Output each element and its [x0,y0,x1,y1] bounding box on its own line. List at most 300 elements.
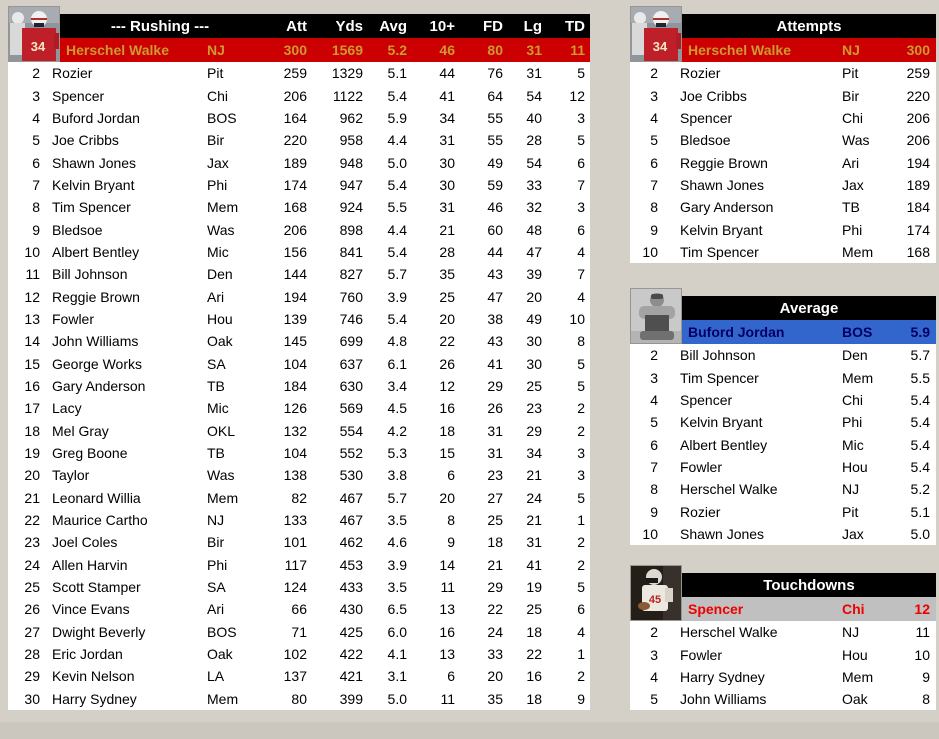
stat-td: 11 [570,42,585,58]
stat-fd: 29 [487,377,503,394]
svg-text:45: 45 [648,594,662,606]
stat-fd: 27 [487,489,503,506]
attempts-row[interactable] [630,107,936,129]
attempts-row[interactable] [630,196,936,218]
player-name: Fowler [680,646,723,663]
stat-att: 300 [283,42,307,58]
stat-avg: 5.4 [387,87,407,104]
rushing-row[interactable] [8,442,590,464]
rushing-row[interactable] [8,688,590,710]
touchdowns-title: Touchdowns [763,576,855,594]
stat-yds: 746 [339,310,363,327]
player-name: Dwight Beverly [52,623,146,640]
stat-10plus: 25 [439,288,455,305]
player-name: Rozier [680,65,721,82]
rank: 19 [24,445,40,462]
rank: 21 [24,489,40,506]
stat-10plus: 13 [439,601,455,618]
team-abbr: BOS [207,109,237,126]
average-row[interactable] [630,500,936,522]
stat-value: 12 [914,601,930,617]
rank: 7 [650,458,658,475]
team-abbr: Phi [207,176,228,193]
rank: 6 [650,154,658,171]
rank: 25 [24,579,40,596]
player-name: Shawn Jones [680,176,765,193]
team-abbr: Mic [207,400,229,417]
rushing-header [60,14,590,38]
stat-att: 184 [283,377,307,394]
rushing-row[interactable] [8,218,590,240]
touchdowns-rows [630,621,936,710]
rank: 6 [650,436,658,453]
stat-yds: 924 [339,199,363,216]
stat-yds: 1329 [331,65,363,82]
stat-td: 8 [577,333,585,350]
stat-value: 5.4 [910,414,930,431]
rushing-row[interactable] [8,576,590,598]
stat-yds: 462 [339,534,363,551]
rushing-row[interactable] [8,464,590,486]
stat-avg: 5.7 [387,489,407,506]
stat-lg: 33 [526,176,542,193]
column-header-td: TD [565,17,585,35]
touchdowns-leader-row[interactable] [682,597,936,621]
rushing-row[interactable] [8,196,590,218]
team-abbr: Phi [842,414,863,431]
rank: 30 [24,690,40,707]
attempts-row[interactable] [630,84,936,106]
rushing-row[interactable] [8,330,590,352]
player-name: Spencer [688,601,744,617]
rushing-leader-row[interactable] [60,38,590,62]
stat-yds: 1122 [332,87,363,104]
rank: 5 [32,132,40,149]
attempts-row[interactable] [630,241,936,263]
stat-yds: 399 [339,690,363,707]
rushing-row[interactable] [8,84,590,106]
stat-fd: 31 [487,422,503,439]
stat-avg: 6.5 [387,601,407,618]
rushing-row[interactable] [8,62,590,84]
touchdowns-row[interactable] [630,666,936,688]
stat-value: 5.7 [910,347,930,364]
stat-avg: 6.1 [387,355,407,372]
player-name: Bledsoe [52,221,103,238]
average-leaders-panel [630,288,936,545]
rank: 7 [650,176,658,193]
stat-avg: 4.4 [387,132,407,149]
stat-10plus: 12 [439,377,455,394]
average-leader-photo [630,288,682,344]
touchdowns-row[interactable] [630,621,936,643]
stat-lg: 41 [526,556,542,573]
stat-td: 9 [577,690,585,707]
column-header-fd: FD [483,17,503,35]
average-row[interactable] [630,523,936,545]
rushing-row[interactable] [8,285,590,307]
team-abbr: TB [207,377,225,394]
team-abbr: BOS [842,324,873,340]
stat-yds: 552 [339,445,363,462]
attempts-rows [630,62,936,263]
team-abbr: Chi [842,391,864,408]
stat-10plus: 14 [439,556,455,573]
rank: 9 [650,221,658,238]
stat-yds: 1569 [331,42,363,58]
touchdowns-row[interactable] [630,688,936,710]
average-row[interactable] [630,411,936,433]
rushing-row[interactable] [8,352,590,374]
stat-avg: 3.4 [387,377,407,394]
stat-10plus: 16 [439,400,455,417]
stat-value: 194 [906,154,930,171]
rushing-row[interactable] [8,420,590,442]
team-abbr: Bir [842,87,860,104]
rank: 23 [24,534,40,551]
stat-10plus: 11 [440,690,455,707]
stat-td: 2 [577,668,585,685]
rushing-row[interactable] [8,241,590,263]
stat-avg: 4.1 [387,646,407,663]
stat-att: 66 [291,601,307,618]
rushing-row[interactable] [8,129,590,151]
stat-value: 168 [906,243,930,260]
rushing-row[interactable] [8,107,590,129]
average-row[interactable] [630,366,936,388]
rushing-row[interactable] [8,531,590,553]
stat-td: 2 [577,422,585,439]
stat-10plus: 16 [439,623,455,640]
team-abbr: Mem [842,243,874,260]
stat-yds: 467 [339,489,363,506]
rushing-row[interactable] [8,554,590,576]
rank: 28 [24,646,40,663]
stat-avg: 5.3 [387,445,407,462]
player-name: Eric Jordan [52,646,123,663]
stat-avg: 4.4 [387,221,407,238]
rushing-row[interactable] [8,375,590,397]
rushing-row[interactable] [8,598,590,620]
team-abbr: Hou [842,646,868,663]
stat-value: 5.4 [910,391,930,408]
player-name: Tim Spencer [680,243,759,260]
stat-value: 11 [915,624,930,641]
player-name: Herschel Walke [66,42,169,58]
rushing-row[interactable] [8,308,590,330]
team-abbr: Mic [207,243,229,260]
team-abbr: Was [842,132,870,149]
player-name: Mel Gray [52,422,109,439]
player-name: Buford Jordan [688,324,785,340]
column-header-yds: Yds [335,17,363,35]
player-name: Reggie Brown [52,288,140,305]
rushing-row[interactable] [8,151,590,173]
stat-att: 102 [283,646,307,663]
stat-lg: 16 [526,668,542,685]
column-header-att: Att [286,17,307,35]
stat-10plus: 21 [439,221,455,238]
stat-td: 6 [577,601,585,618]
average-row[interactable] [630,433,936,455]
team-abbr: NJ [207,512,225,529]
attempts-row[interactable] [630,129,936,151]
stat-fd: 76 [487,65,503,82]
stat-lg: 30 [526,355,542,372]
player-name: Tim Spencer [680,369,759,386]
rank: 8 [32,199,40,216]
attempts-row[interactable] [630,218,936,240]
rushing-row[interactable] [8,487,590,509]
stat-td: 3 [577,109,585,126]
player-name: Harry Sydney [680,668,765,685]
rank: 27 [24,623,40,640]
team-abbr: Mem [842,369,874,386]
stat-10plus: 30 [439,176,455,193]
stat-value: 206 [906,109,930,126]
rank: 17 [24,400,40,417]
player-name: John Williams [52,333,139,350]
player-name: Kelvin Bryant [680,414,763,431]
rushing-stats-panel [8,6,590,711]
stat-att: 80 [291,690,307,707]
stat-att: 137 [283,668,307,685]
stat-10plus: 28 [439,243,455,260]
player-name: John Williams [680,691,767,708]
player-name: Tim Spencer [52,199,131,216]
stat-td: 7 [577,176,585,193]
average-row[interactable] [630,344,936,366]
stat-avg: 4.8 [387,333,407,350]
stat-yds: 467 [339,512,363,529]
stat-yds: 433 [339,579,363,596]
team-abbr: Jax [842,525,864,542]
stat-lg: 18 [526,690,542,707]
stat-avg: 5.4 [387,243,407,260]
stat-10plus: 15 [439,445,455,462]
team-abbr: Hou [842,458,868,475]
attempts-leader-photo [630,6,682,62]
stat-td: 6 [577,221,585,238]
rushing-row[interactable] [8,643,590,665]
player-name: Shawn Jones [52,154,137,171]
stat-avg: 5.0 [387,690,407,707]
rank: 3 [650,646,658,663]
stat-att: 168 [283,199,307,216]
stat-att: 104 [283,355,307,372]
stat-td: 10 [569,310,585,327]
stat-att: 124 [283,579,307,596]
stat-yds: 630 [339,377,363,394]
player-name: Vince Evans [52,601,130,618]
stat-lg: 23 [526,400,542,417]
rank: 15 [24,355,40,372]
rushing-row[interactable] [8,397,590,419]
average-leader-row[interactable] [682,320,936,344]
stat-avg: 3.8 [387,467,407,484]
stat-avg: 5.4 [387,176,407,193]
stat-td: 2 [577,556,585,573]
stat-att: 189 [283,154,307,171]
stat-avg: 5.4 [387,310,407,327]
stat-fd: 35 [487,690,503,707]
average-row[interactable] [630,389,936,411]
stat-yds: 841 [339,243,363,260]
player-name: Harry Sydney [52,690,137,707]
stat-10plus: 31 [439,199,455,216]
player-name: Greg Boone [52,445,128,462]
stat-att: 174 [283,176,307,193]
stat-10plus: 22 [439,333,455,350]
player-name: Buford Jordan [52,109,140,126]
stat-att: 138 [283,467,307,484]
stat-avg: 5.9 [387,109,407,126]
team-abbr: NJ [842,42,860,58]
player-name: Herschel Walke [688,42,791,58]
player-name: Bill Johnson [52,266,128,283]
stat-lg: 25 [526,377,542,394]
stat-lg: 34 [526,445,542,462]
player-name: Joe Cribbs [680,87,747,104]
stat-fd: 38 [487,310,503,327]
team-abbr: NJ [842,481,860,498]
stat-value: 9 [922,668,930,685]
touchdowns-row[interactable] [630,643,936,665]
stat-fd: 41 [487,355,503,372]
window-bottom-strip [0,722,939,739]
stat-att: 132 [283,422,307,439]
stat-10plus: 26 [439,355,455,372]
stat-avg: 5.5 [387,199,407,216]
stat-fd: 80 [487,42,503,58]
stat-lg: 39 [526,266,542,283]
stat-lg: 21 [526,512,542,529]
stat-yds: 962 [339,109,363,126]
team-abbr: OKL [207,422,236,439]
stat-att: 82 [291,489,307,506]
stat-10plus: 6 [447,467,455,484]
team-abbr: Chi [842,109,864,126]
attempts-row[interactable] [630,62,936,84]
stat-td: 1 [577,646,585,663]
team-abbr: Pit [207,65,224,82]
stat-td: 5 [577,355,585,372]
touchdowns-leader-photo [630,565,682,621]
stat-td: 12 [569,87,585,104]
team-abbr: Jax [842,176,864,193]
stat-att: 101 [283,534,307,551]
stat-value: 10 [914,646,930,663]
stat-lg: 30 [526,333,542,350]
stat-td: 4 [577,243,585,260]
stat-td: 3 [577,199,585,216]
stat-lg: 54 [526,154,542,171]
stat-value: 206 [906,132,930,149]
stat-value: 5.4 [910,436,930,453]
stat-avg: 3.5 [387,579,407,596]
stat-10plus: 9 [447,534,455,551]
stat-att: 156 [283,243,307,260]
rank: 3 [650,87,658,104]
stat-fd: 47 [487,288,503,305]
team-abbr: Bir [207,132,225,149]
rushing-row[interactable] [8,174,590,196]
rushing-row[interactable] [8,621,590,643]
stat-avg: 3.1 [387,668,407,685]
attempts-row[interactable] [630,174,936,196]
stat-fd: 43 [487,333,503,350]
stat-td: 1 [577,512,585,529]
team-abbr: Bir [207,534,225,551]
rank: 4 [32,109,40,126]
average-row[interactable] [630,478,936,500]
rank: 10 [24,243,40,260]
team-abbr: NJ [842,624,860,641]
team-abbr: Oak [842,691,868,708]
team-abbr: Mem [207,690,239,707]
average-row[interactable] [630,456,936,478]
stat-value: 184 [906,199,930,216]
stat-lg: 31 [526,65,542,82]
stat-td: 3 [577,467,585,484]
rushing-leader-photo [8,6,60,62]
player-name: George Works [52,355,142,372]
player-name: Fowler [680,458,723,475]
rank: 18 [24,422,40,439]
rank: 5 [650,132,658,149]
rushing-row[interactable] [8,263,590,285]
stat-td: 5 [577,65,585,82]
rushing-row[interactable] [8,665,590,687]
stat-att: 259 [283,65,307,82]
player-name: Kelvin Bryant [52,176,135,193]
stat-yds: 430 [339,601,363,618]
team-abbr: Oak [207,646,233,663]
stat-avg: 3.5 [387,512,407,529]
stat-fd: 33 [487,646,503,663]
stat-avg: 4.2 [387,422,407,439]
team-abbr: Phi [207,556,228,573]
stat-fd: 26 [487,400,503,417]
rank: 4 [650,109,658,126]
stat-value: 189 [906,176,930,193]
stat-fd: 59 [487,176,503,193]
stat-lg: 22 [526,646,542,663]
svg-text:34: 34 [652,39,668,54]
team-abbr: Mem [207,489,239,506]
stat-lg: 21 [526,467,542,484]
stat-10plus: 35 [439,266,455,283]
attempts-row[interactable] [630,151,936,173]
stat-lg: 31 [526,534,542,551]
player-name: Spencer [52,87,105,104]
player-name: Gary Anderson [52,377,146,394]
rank: 4 [650,391,658,408]
stat-value: 174 [906,221,930,238]
rank: 24 [24,556,40,573]
column-header-lg: Lg [523,17,542,35]
rushing-rows [8,62,590,710]
rank: 4 [650,668,658,685]
stat-yds: 554 [339,422,363,439]
stat-value: 300 [906,42,930,58]
stat-lg: 25 [526,601,542,618]
stat-fd: 43 [487,266,503,283]
stat-value: 5.9 [910,324,930,340]
rushing-row[interactable] [8,509,590,531]
stat-avg: 6.0 [387,623,407,640]
attempts-leader-row[interactable] [682,38,936,62]
